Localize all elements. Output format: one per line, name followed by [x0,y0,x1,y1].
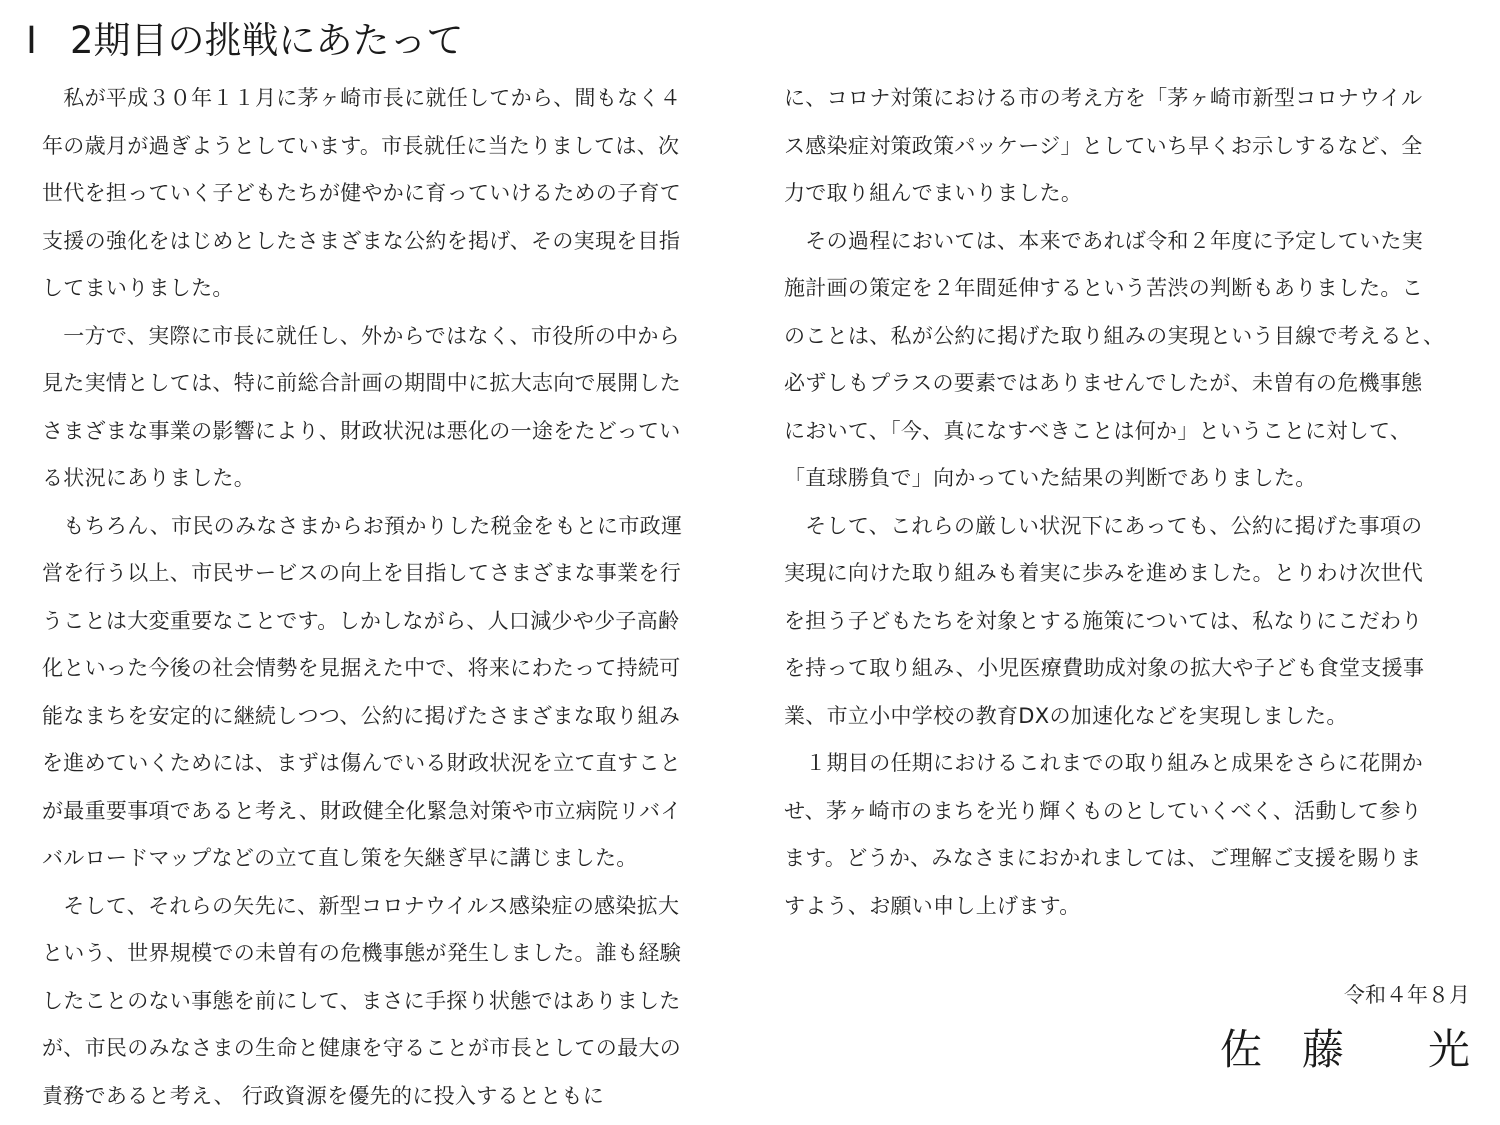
text-line: 力で取り組んでまいりました。 [784,181,1083,205]
text-line: 実現に向けた取り組みも着実に歩みを進めました。とりわけ次世代 [784,561,1423,585]
text-line: 必ずしもプラスの要素ではありませんでしたが、未曽有の危機事態 [784,371,1423,395]
author-given-name: 光 [1427,1025,1470,1074]
text-line: 責務であると考え、 行政資源を優先的に投入するとともに [42,1083,605,1108]
text-line: という、世界規模での未曽有の危機事態が発生しました。誰も経験 [42,941,681,965]
text-line: 私が平成３０年１１月に茅ヶ崎市長に就任してから、間もなく４ [42,86,681,110]
left-column-text [42,75,734,1120]
text-line: したことのない事態を前にして、まさに手探り状態ではありました [42,988,681,1013]
text-line: １期目の任期におけるこれまでの取り組みと成果をさらに花開か [784,751,1423,775]
text-line: が最重要事項であると考え、財政健全化緊急対策や市立病院リバイ [42,798,682,823]
text-line: バルロードマップなどの立て直し策を矢継ぎ早に講じました。 [42,846,638,870]
text-line: を担う子どもたちを対象とする施策については、私なりにこだわり [784,608,1423,633]
text-line: が、市民のみなさまの生命と健康を守ることが市長としての最大の [42,1036,681,1060]
author-signature [1220,1018,1470,1082]
text-line: してまいりました。 [42,276,234,300]
text-line: そして、それらの矢先に、新型コロナウイルス感染症の感染拡大 [42,893,680,918]
closing-date: 令和４年８月 [1344,983,1470,1007]
text-line: 世代を担っていく子どもたちが健やかに育っていけるための子育て [42,181,681,205]
section-number: Ⅰ [26,19,37,62]
text-line: うことは大変重要なことです。しかしながら、人口減少や少子高齢 [42,608,680,633]
text-line: その過程においては、本来であれば令和２年度に予定していた実 [784,228,1423,253]
text-line: ます。どうか、みなさまにおかれましては、ご理解ご支援を賜りま [784,846,1422,870]
text-line: 化といった今後の社会情勢を見据えた中で、将来にわたって持続可 [42,656,681,680]
text-line: を進めていくためには、まずは傷んでいる財政状況を立て直すこと [42,751,681,775]
right-column-text [784,75,1474,930]
text-line: 見た実情としては、特に前総合計画の期間中に拡大志向で展開した [42,371,681,395]
section-heading [26,16,464,66]
text-line: そして、これらの厳しい状況下にあっても、公約に掲げた事項の [784,513,1423,538]
text-line: もちろん、市民のみなさまからお預かりした税金をもとに市政運 [42,513,683,538]
text-line: ス感染症対策政策パッケージ」としていち早くお示しするなど、全 [784,133,1423,158]
text-line: 一方で、実際に市長に就任し、外からではなく、市役所の中から [42,323,680,348]
text-line: 営を行う以上、市民サービスの向上を目指してさまざまな事業を行 [42,561,681,585]
text-line: 施計画の策定を２年間延伸するという苦渋の判断もありました。こ [784,276,1423,300]
text-line: る状況にありました。 [42,466,255,490]
text-line: 能なまちを安定的に継続しつつ、公約に掲げたさまざまな取り組み [42,703,681,728]
text-line: さまざまな事業の影響により、財政状況は悪化の一途をたどってい [42,418,681,443]
text-line: せ、茅ヶ崎市のまちを光り輝くものとしていくべく、活動して参り [784,798,1422,823]
author-family-name: 佐藤 [1220,1025,1385,1074]
text-line: 業、市立小中学校の教育DXの加速化などを実現しました。 [784,703,1348,728]
text-line: すよう、お願い申し上げます。 [784,893,1081,918]
text-line: を持って取り組み、小児医療費助成対象の拡大や子ども食堂支援事 [784,656,1425,680]
text-line: に、コロナ対策における市の考え方を「茅ヶ崎市新型コロナウイル [784,86,1423,110]
text-line: において、「今、真になすべきことは何か」ということに対して、 [784,418,1412,443]
text-line: 年の歳月が過ぎようとしています。市長就任に当たりましては、次 [42,133,680,158]
text-line: 支援の強化をはじめとしたさまざまな公約を掲げ、その実現を目指 [42,228,681,253]
section-title: 2期目の挑戦にあたって [70,19,464,62]
text-line: 「直球勝負で」向かっていた結果の判断でありました。 [784,466,1317,490]
text-line: のことは、私が公約に掲げた取り組みの実現という目線で考えると、 [784,323,1445,348]
